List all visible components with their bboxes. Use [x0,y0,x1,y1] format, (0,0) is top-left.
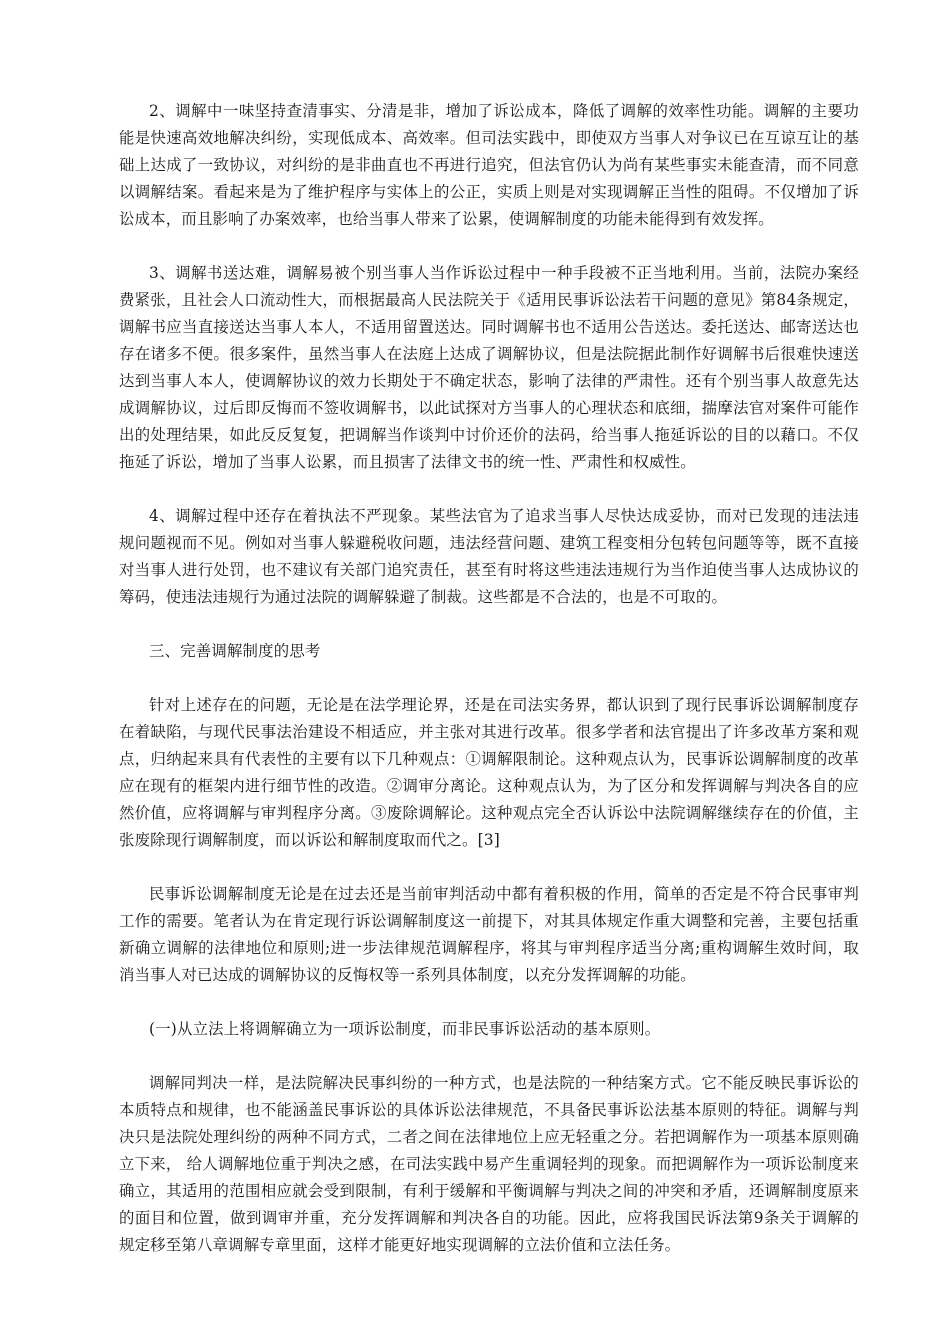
subsection-heading-one: (一)从立法上将调解确立为一项诉讼制度，而非民事诉讼活动的基本原则。 [149,1020,661,1038]
document-body [119,98,859,1286]
paragraph-mediation-fact-finding: 2、调解中一味坚持查清事实、分清是非，增加了诉讼成本，降低了调解的效率性功能。调解的主要功能是快速高效地解决纠纷，实现低成本、高效率。但司法实践中，即使双方当事人对争议已在互谅互让的基础上达成了一致协议，对纠纷的是非曲直也不再进行追究，但法官仍认为尚有某些事实未能查清，而不同意以调解结案。看起来是为了维护程序与实体上的公正，实质上则是对实现调解正当性的阻碍。不仅增加了诉讼成本，而且影响了办案效率，也给当事人带来了讼累，使调解制度的功能未能得到有效发挥。 [119,102,859,228]
paragraph-lax-law-enforcement: 4、调解过程中还存在着执法不严现象。某些法官为了追求当事人尽快达成妥协，而对已发现的违法违规问题视而不见。例如对当事人躲避税收问题，违法经营问题、建筑工程变相分包转包问题等等，既不直接对当事人进行处罚，也不建议有关部门追究责任，甚至有时将这些违法违规行为当作迫使当事人达成协议的筹码，使违法违规行为通过法院的调解躲避了制裁。这些都是不合法的，也是不可取的。 [119,507,859,606]
paragraph-mediation-document-delivery: 3、调解书送达难，调解易被个别当事人当作诉讼过程中一种手段被不正当地利用。当前，法院办案经费紧张，且社会人口流动性大，而根据最高人民法院关于《适用民事诉讼法若干问题的意见》第84条规定，调解书应当直接送达当事人本人，不适用留置送达。同时调解书也不适用公告送达。委托送达、邮寄送达也存在诸多不便。很多案件，虽然当事人在法庭上达成了调解协议，但是法院据此制作好调解书后很难快速送达到当事人本人，使调解协议的效力长期处于不确定状态，影响了法律的严肃性。还有个别当事人故意先达成调解协议，过后即反悔而不签收调解书，以此试探对方当事人的心理状态和底细，揣摩法官对案件可能作出的处理结果，如此反反复复，把调解当作谈判中讨价还价的法码，给当事人拖延诉讼的目的以藉口。不仅拖延了诉讼，增加了当事人讼累，而且损害了法律文书的统一性、严肃性和权威性。 [119,264,859,471]
section-heading-three: 三、完善调解制度的思考 [149,642,321,660]
paragraph-mediation-as-system: 调解同判决一样，是法院解决民事纠纷的一种方式，也是法院的一种结案方式。它不能反映民事诉讼的本质特点和规律，也不能涵盖民事诉讼的具体诉讼法律规范，不具备民事诉讼法基本原则的特征。调解与判决只是法院处理纠纷的两种不同方式，二者之间在法律地位上应无轻重之分。若把调解作为一项基本原则确立下来， 给人调解地位重于判决之感，在司法实践中易产生重调轻判的现象。而把调解作为一项诉讼制度来确立，其适用的范围相应就会受到限制，有利于缓解和平衡调解与判决之间的冲突和矛盾，还调解制度原来的面目和位置，做到调审并重，充分发挥调解和判决各自的功能。因此，应将我国民诉法第9条关于调解的规定移至第八章调解专章里面，这样才能更好地实现调解的立法价值和立法任务。 [119,1074,859,1254]
paragraph-reform-viewpoints: 针对上述存在的问题，无论是在法学理论界，还是在司法实务界，都认识到了现行民事诉讼调解制度存在着缺陷，与现代民事法治建设不相适应，并主张对其进行改革。很多学者和法官提出了许多改革方案和观点，归纳起来具有代表性的主要有以下几种观点：①调解限制论。这种观点认为，民事诉讼调解制度的改革应在现有的框架内进行细节性的改造。②调审分离论。这种观点认为，为了区分和发挥调解与判决各自的应然价值，应将调解与审判程序分离。③废除调解论。这种观点完全否认诉讼中法院调解继续存在的价值，主张废除现行调解制度，而以诉讼和解制度取而代之。[3] [119,696,859,849]
paragraph-author-opinion: 民事诉讼调解制度无论是在过去还是当前审判活动中都有着积极的作用，简单的否定是不符合民事审判工作的需要。笔者认为在肯定现行诉讼调解制度这一前提下，对其具体规定作重大调整和完善，主要包括重新确立调解的法律地位和原则;进一步法律规范调解程序，将其与审判程序适当分离;重构调解生效时间，取消当事人对已达成的调解协议的反悔权等一系列具体制度，以充分发挥调解的功能。 [119,885,859,984]
